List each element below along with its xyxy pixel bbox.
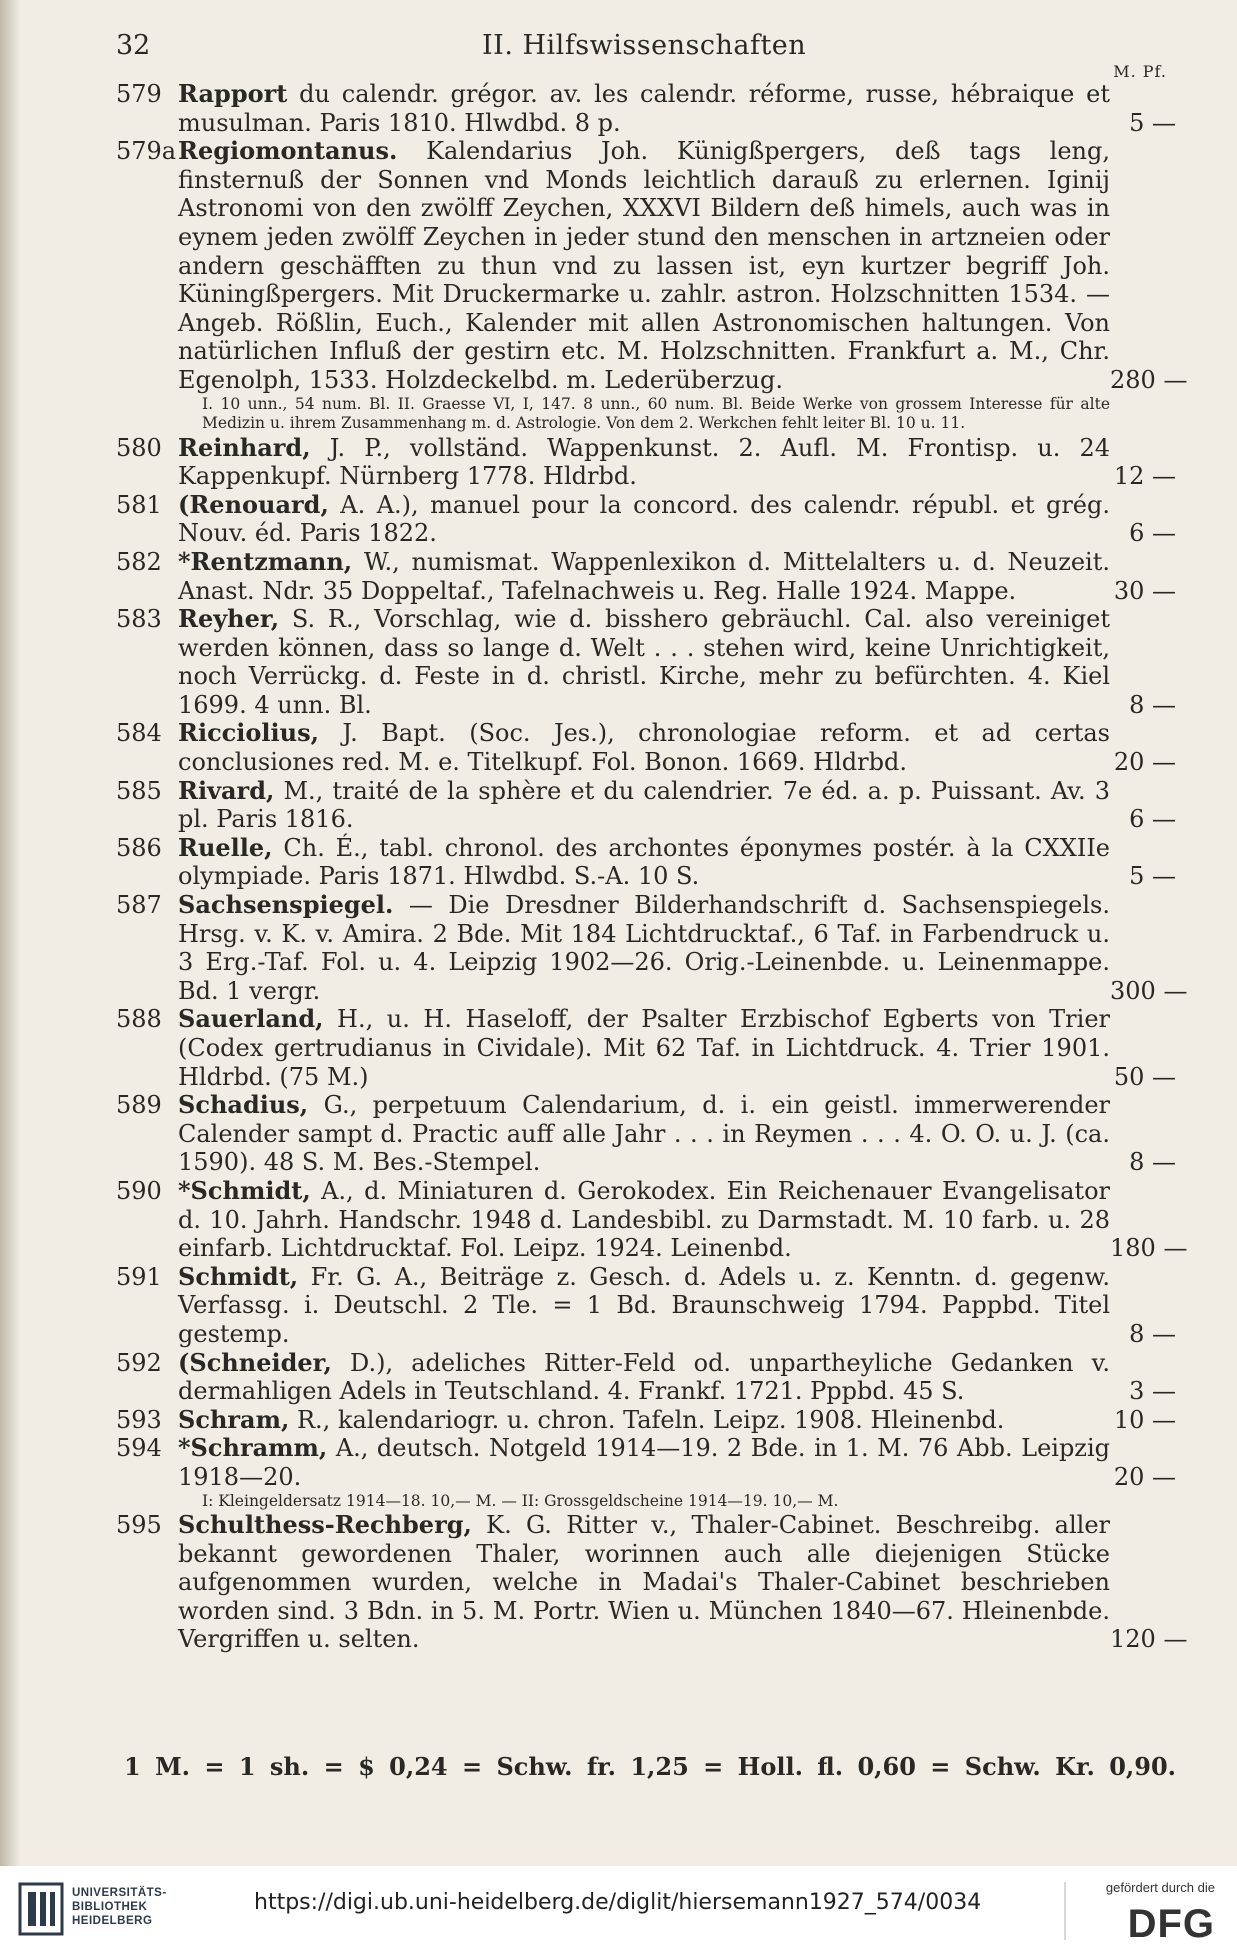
entry-note: I. 10 unn., 54 num. Bl. II. Graesse VI, I, 147. 8 unn., 60 num. Bl. Beide Werke von grossem Interesse für alte Medizin u. ihrem Zusammenhang m. d. Astrologie. Von dem 2. Werkchen fehlt leiter Bl. 10 u. 11. <box>202 394 1110 433</box>
entry-price: 5 — <box>1129 862 1176 891</box>
entry-number: 595 <box>116 1511 162 1539</box>
entry-author: Schram, <box>178 1404 290 1434</box>
entry-number: 581 <box>116 490 162 519</box>
exchange-rate-line: 1 M. = 1 sh. = $ 0,24 = Schw. fr. 1,25 = Holl. fl. 0,60 = Schw. Kr. 0,90. <box>124 1752 1176 1781</box>
catalogue-entry <box>116 1349 1176 1406</box>
entry-text: J. P., vollständ. Wappenkunst. 2. Aufl. M. Frontisp. u. 24 Kappenkupf. Nürnberg 1778. Hldrbd. <box>178 433 1110 491</box>
entry-text: K. G. Ritter v., Thaler-Cabinet. Beschreibg. aller bekannt gewordenen Thaler, worinnen auch alle diejenigen Stücke aufgenommen wurden, welche in Madai's Thaler-Cabinet beschrieben worden sind. 3 Bdn. in 5. M. Portr. Wien u. München 1840—67. Hleinenbde. Vergriffen u. selten. <box>178 1511 1110 1654</box>
university-library-logo-icon <box>18 1882 64 1936</box>
catalogue-entry <box>116 548 1176 605</box>
catalogue-entry <box>116 890 1188 1005</box>
catalogue-entry <box>116 1434 1176 1491</box>
entry-description <box>178 1511 1110 1654</box>
entry-price: 280 — <box>1110 365 1188 394</box>
entry-text: R., kalendariogr. u. chron. Tafeln. Leipz. 1908. Hleinenbd. <box>289 1405 1005 1434</box>
entry-number: 579a <box>116 137 177 166</box>
entry-description <box>178 434 1110 491</box>
page-header <box>116 30 1168 66</box>
entry-number: 588 <box>116 1005 162 1034</box>
entry-description <box>178 834 1110 891</box>
entry-price: 5 — <box>1129 108 1176 137</box>
entry-text: Kalendarius Joh. Künigßpergers, deß tags leng, finsternuß der Sonnen vnd Monds leichtlich darauß zu erlernen. Iginij Astronomi von den zwölff Zeychen, XXXVI Bildern deß himels, auch was in eynem jeden zwölff Zeychen in jeder stund den menschen in artzneien oder andern geschäfften zu thun vnd zu lassen ist, eyn kurtzer begriff Joh. Küningßpergers. Mit Druckermarke u. zahlr. astron. Holzschnitten 1534. — Angeb. Rößlin, Euch., Kalender mit allen Astronomischen haltungen. Von natürlichen Influß der gestirn etc. M. Holzschnitten. Frankfurt a. M., Chr. Egenolph, 1533. Holzdeckelbd. m. Lederüberzug. <box>178 137 1110 394</box>
entry-author: *Rentzmann, <box>178 546 353 576</box>
entry-price: 180 — <box>1110 1234 1188 1263</box>
entry-note: I: Kleingeldersatz 1914—18. 10,— M. — II: Grossgeldscheine 1914—19. 10,— M. <box>202 1491 839 1510</box>
entry-price: 8 — <box>1129 1319 1176 1348</box>
entry-number: 582 <box>116 547 162 576</box>
entry-text: — Die Dresdner Bilderhandschrift d. Sachsenspiegels. Hrsg. v. K. v. Amira. 2 Bde. Mit 184 Lichtdrucktaf., 6 Taf. in Farbendruck u. 3 Erg.-Taf. Fol. u. 4. Leipzig 1902—26. Orig.-Leinenbde. u. Leinenmappe. Bd. 1 vergr. <box>178 891 1110 1005</box>
entry-price: 3 — <box>1129 1377 1176 1406</box>
catalogue-entry <box>116 1091 1176 1177</box>
entry-price: 10 — <box>1113 1405 1176 1434</box>
entry-price: 50 — <box>1113 1062 1176 1091</box>
entry-text: S. R., Vorschlag, wie d. bisshero gebräuchl. Cal. also vereiniget werden können, dass so lange d. Welt . . . stehen wird, keine Unrichtigkeit, noch Verrückg. d. Feste in d. christl. Kirche, mehr zu befürchten. 4. Kiel 1699. 4 unn. Bl. <box>178 605 1110 719</box>
catalogue-entry <box>116 719 1176 776</box>
entry-description <box>178 491 1110 548</box>
catalogue-entry <box>116 1406 1176 1435</box>
catalogue-entry <box>116 1005 1176 1091</box>
entry-author: Schmidt, <box>178 1261 299 1291</box>
entry-number: 585 <box>116 776 162 805</box>
entry-price: 20 — <box>1113 1462 1176 1491</box>
entry-description <box>178 1005 1110 1091</box>
entry-author: *Schramm, <box>178 1433 328 1463</box>
entry-number: 583 <box>116 605 162 634</box>
entry-price: 6 — <box>1129 805 1176 834</box>
entry-price: 8 — <box>1129 1148 1176 1177</box>
entry-text: H., u. H. Haseloff, der Psalter Erzbischof Egberts von Trier (Codex gertrudianus in Cividale). Mit 62 Taf. in Lichtdruck. 4. Trier 1901. Hldrbd. (75 M.) <box>178 1005 1110 1091</box>
entry-number: 591 <box>116 1262 162 1291</box>
entry-price: 12 — <box>1113 462 1176 491</box>
entry-text: J. Bapt. (Soc. Jes.), chronologiae reform. et ad certas conclusiones red. M. e. Titelkupf. Fol. Bonon. 1669. Hldrbd. <box>178 719 1110 777</box>
entry-number: 589 <box>116 1091 162 1120</box>
entry-number: 580 <box>116 433 162 462</box>
section-title: II. Hilfswissenschaften <box>482 30 807 61</box>
catalogue-entry <box>116 1175 1188 1263</box>
entry-author: Ricciolius, <box>178 718 319 748</box>
entry-description <box>178 1091 1110 1177</box>
entry-author: Schadius, <box>178 1090 309 1120</box>
entry-author: (Renouard, <box>178 489 329 519</box>
entry-author: Sauerland, <box>178 1004 324 1034</box>
entry-description <box>178 137 1110 394</box>
catalogue-entry <box>116 80 1176 137</box>
entry-number: 594 <box>116 1434 162 1463</box>
entry-author: Rapport <box>178 79 288 108</box>
entry-text: G., perpetuum Calendarium, d. i. ein geistl. immerwerender Calender sampt d. Practic auff alle Jahr . . . in Reymen . . . 4. O. O. u. J. (ca. 1590). 48 S. M. Bes.-Stempel. <box>178 1091 1110 1177</box>
page-gutter-shadow <box>0 0 20 1866</box>
entry-author: (Schneider, <box>178 1347 332 1377</box>
entry-number: 584 <box>116 719 162 748</box>
entry-description <box>178 777 1110 834</box>
entry-number: 592 <box>116 1348 162 1377</box>
entry-description <box>178 1434 1110 1491</box>
entry-author: *Schmidt, <box>178 1175 311 1205</box>
entry-text: Ch. É., tabl. chronol. des archontes éponymes postér. à la CXXIIe olympiade. Paris 1871. Hlwdbd. S.-A. 10 S. <box>178 833 1110 891</box>
entry-price: 120 — <box>1110 1625 1188 1654</box>
funding-note: gefördert durch die <box>1105 1880 1215 1895</box>
catalogue-entry <box>116 1510 1188 1654</box>
entry-author: Ruelle, <box>178 832 273 862</box>
permalink-url[interactable]: https://digi.ub.uni-heidelberg.de/diglit/hiersemann1927_574/0034 <box>254 1890 982 1915</box>
entry-description <box>178 891 1110 1005</box>
entry-text: Fr. G. A., Beiträge z. Gesch. d. Adels u. z. Kenntn. d. gegenw. Verfassg. i. Deutschl. 2 Tle. = 1 Bd. Braunschweig 1794. Pappbd. Titel gestemp. <box>178 1262 1110 1348</box>
entry-description <box>178 1349 1110 1406</box>
entry-description <box>178 80 1110 137</box>
entry-text: A., deutsch. Notgeld 1914—19. 2 Bde. in 1. M. 76 Abb. Leipzig 1918—20. <box>178 1434 1110 1491</box>
entry-number: 579 <box>116 80 162 108</box>
entry-number: 586 <box>116 833 162 862</box>
catalogue-entry <box>116 1263 1176 1349</box>
entry-text: W., numismat. Wappenlexikon d. Mittelalters u. d. Neuzeit. Anast. Ndr. 35 Doppeltaf., Tafelnachweis u. Reg. Halle 1924. Mappe. <box>178 547 1110 605</box>
entry-author: Sachsenspiegel. <box>178 890 394 920</box>
entry-description <box>178 1177 1110 1263</box>
viewer-footer-bar <box>0 1866 1237 1956</box>
entry-description <box>178 1263 1110 1349</box>
entry-text: M., traité de la sphère et du calendrier. 7e éd. a. p. Puissant. Av. 3 pl. Paris 1816. <box>178 776 1110 834</box>
entry-author: Regiomontanus. <box>178 136 398 166</box>
entry-price: 300 — <box>1110 976 1188 1005</box>
dfg-logo: DFG <box>1127 1902 1215 1946</box>
entry-price: 20 — <box>1113 748 1176 777</box>
entry-author: Rivard, <box>178 775 275 805</box>
entry-description <box>178 719 1110 776</box>
entry-description <box>178 548 1110 605</box>
entry-number: 590 <box>116 1176 162 1205</box>
entry-author: Schulthess-Rechberg, <box>178 1510 472 1539</box>
catalogue-entry <box>116 605 1176 719</box>
entry-text: A. A.), manuel pour la concord. des calendr. républ. et grég. Nouv. éd. Paris 1822. <box>178 490 1110 548</box>
catalogue-entry <box>116 491 1176 548</box>
entry-price: 30 — <box>1113 576 1176 605</box>
entry-description <box>178 1406 1110 1435</box>
entry-author: Reinhard, <box>178 432 311 462</box>
catalogue-entry <box>116 777 1176 834</box>
university-library-logo-text: UNIVERSITÄTS- BIBLIOTHEK HEIDELBERG <box>72 1887 167 1927</box>
catalogue-entry <box>116 136 1188 394</box>
catalogue-entries <box>116 79 1188 1654</box>
entry-text: A., d. Miniaturen d. Gerokodex. Ein Reichenauer Evangelisator d. 10. Jahrh. Handschr. 1948 d. Landesbibl. zu Darmstadt. M. 10 farb. u. 28 einfarb. Lichtdrucktaf. Fol. Leipz. 1924. Leinenbd. <box>178 1176 1110 1263</box>
entry-price: 6 — <box>1129 519 1176 548</box>
entry-text: D.), adeliches Ritter-Feld od. unpartheyliche Gedanken v. dermahligen Adels in Teutschland. 4. Frankf. 1721. Pppbd. 45 S. <box>178 1348 1110 1406</box>
catalogue-entry <box>116 834 1176 891</box>
entry-text: du calendr. grégor. av. les calendr. réforme, russe, hébraique et musulman. Paris 1810. Hlwdbd. 8 p. <box>178 80 1110 137</box>
catalogue-entry <box>116 434 1176 491</box>
page-number: 32 <box>116 30 151 61</box>
currency-column-heading: M. Pf. <box>1113 62 1167 81</box>
entry-number: 587 <box>116 891 162 920</box>
entry-number: 593 <box>116 1405 162 1434</box>
entry-description <box>178 605 1110 719</box>
footer-divider <box>1064 1882 1066 1940</box>
entry-price: 8 — <box>1129 690 1176 719</box>
entry-author: Reyher, <box>178 604 280 634</box>
